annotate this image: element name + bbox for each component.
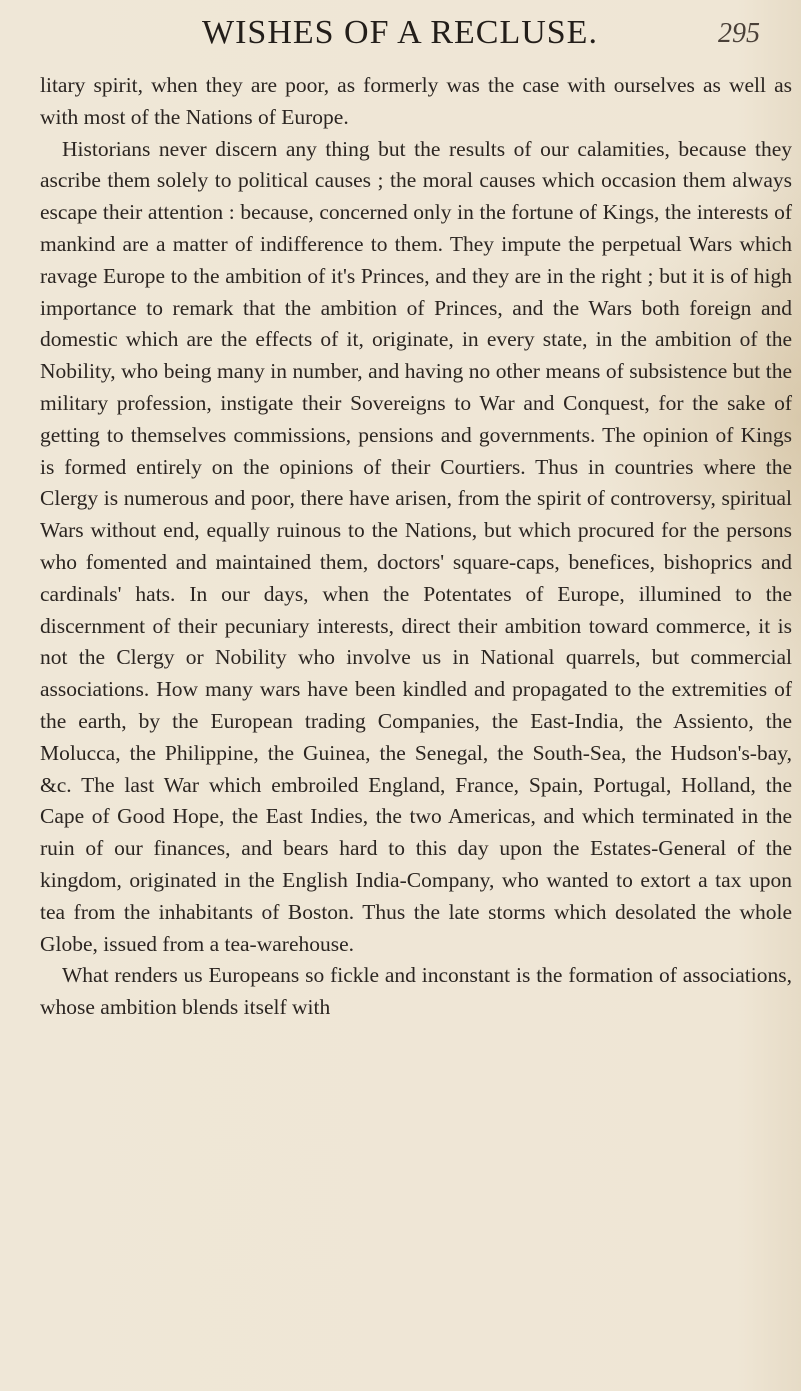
paragraph-continuation: litary spirit, when they are poor, as formerly was the case with ourselves as well as with most of the Nations of Europe. <box>40 73 792 129</box>
running-head: WISHES OF A RECLUSE. <box>202 14 598 51</box>
body-text <box>40 70 792 1024</box>
paragraph-historians: Historians never discern any thing but the results of our calamities, because they ascribe them solely to political causes ; the moral causes which occasion them always escape their attention : because, concerned only in the fortune of Kings, the interests of mankind are a matter of indifference to them. They impute the perpetual Wars which ravage Europe to the ambition of it's Princes, and they are in the right ; but it is of high importance to remark that the ambition of Princes, and the Wars both foreign and domestic which are the effects of it, originate, in every state, in the ambition of the Nobility, who being many in number, and having no other means of subsistence but the military profession, instigate their Sovereigns to War and Conquest, for the sake of getting to themselves commissions, pensions and governments. The opinion of Kings is formed entirely on the opinions of their Courtiers. Thus in countries where the Clergy is numerous and poor, there have arisen, from the spirit of controversy, spiritual Wars without end, equally ruinous to the Nations, but which procured for the persons who fomented and maintained them, doctors' square-caps, benefices, bishoprics and cardinals' hats. In our days, when the Potentates of Europe, illumined to the discernment of their pecuniary interests, direct their ambition toward commerce, it is not the Clergy or Nobility who involve us in National quarrels, but commercial associations. How many wars have been kindled and propagated to the extremities of the earth, by the European trading Companies, the East-India, the Assiento, the Molucca, the Philippine, the Guinea, the Senegal, the South-Sea, the Hudson's-bay, &c. The last War which embroiled England, France, Spain, Portugal, Holland, the Cape of Good Hope, the East Indies, the two Americas, and which terminated in the ruin of our finances, and bears hard to this day upon the Estates-General of the kingdom, originated in the English India-Company, who wanted to extort a tax upon tea from the inhabitants of Boston. Thus the late storms which desolated the whole Globe, issued from a tea-warehouse. <box>40 136 792 956</box>
page-header <box>180 14 760 62</box>
page-number: 295 <box>718 18 760 49</box>
paragraph-europeans: What renders us Europeans so fickle and inconstant is the formation of associations, whose ambition blends itself with <box>40 963 792 1020</box>
